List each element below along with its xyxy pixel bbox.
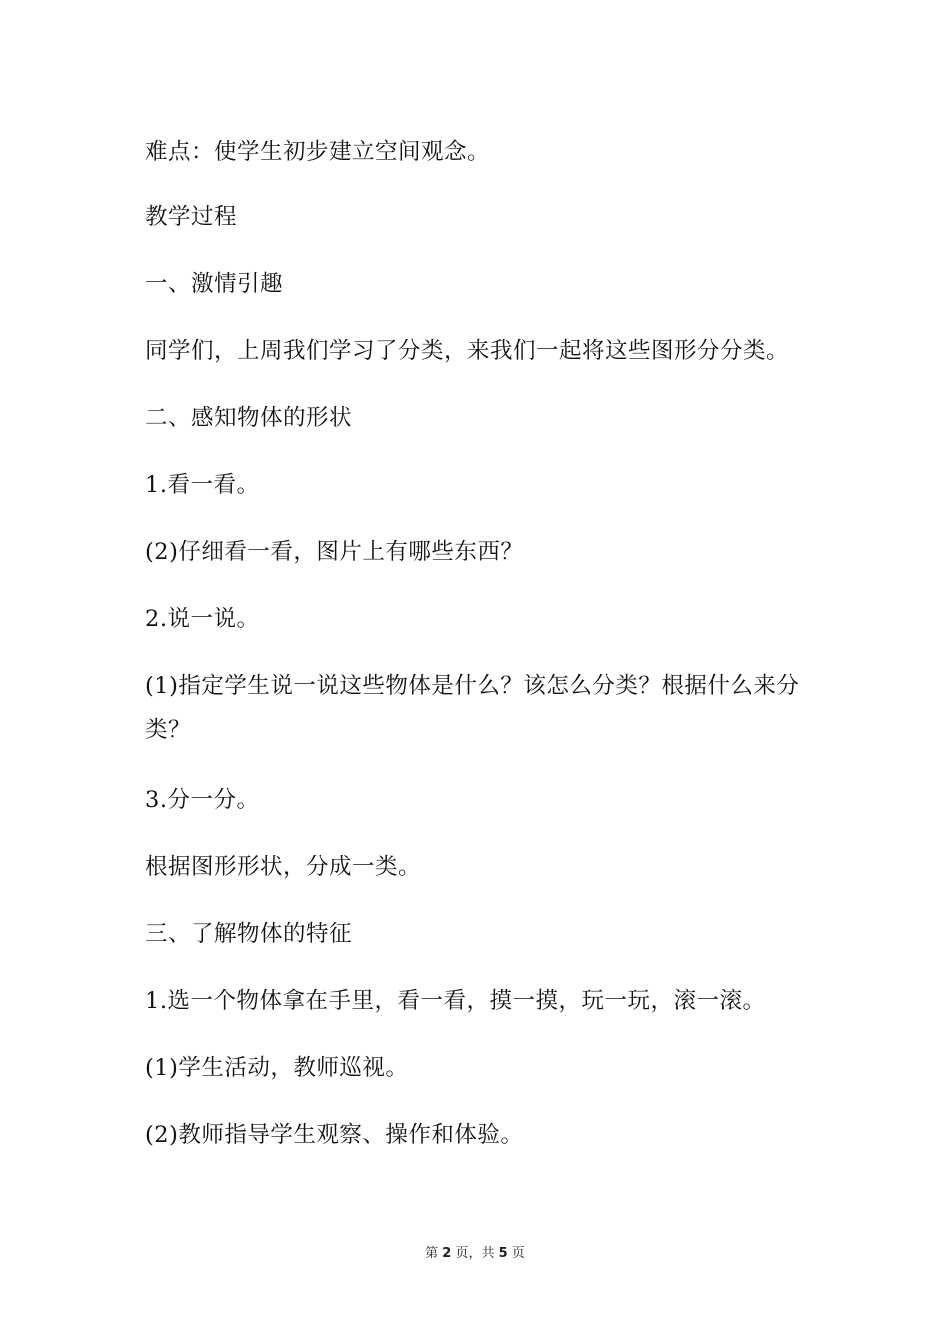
heading-section-one: 一、激情引趣 bbox=[145, 271, 284, 297]
footer-current-page: 2 bbox=[442, 1246, 452, 1261]
paragraph-teaching-process: 教学过程 bbox=[145, 204, 238, 230]
paragraph-intro: 同学们，上周我们学习了分类，来我们一起将这些图形分分类。 bbox=[145, 338, 790, 364]
paragraph-student-activity: (1)学生活动，教师巡视。 bbox=[145, 1055, 409, 1081]
paragraph-difficulty: 难点：使学生初步建立空间观念。 bbox=[145, 139, 491, 165]
paragraph-say: 2.说一说。 bbox=[145, 606, 260, 632]
paragraph-divide: 3.分一分。 bbox=[145, 787, 260, 813]
paragraph-teacher-guide: (2)教师指导学生观察、操作和体验。 bbox=[145, 1122, 524, 1148]
page-footer bbox=[0, 1244, 950, 1264]
footer-middle: 页，共 bbox=[455, 1246, 495, 1261]
heading-section-three: 三、了解物体的特征 bbox=[145, 921, 353, 947]
footer-total-pages: 5 bbox=[498, 1246, 508, 1261]
footer-prefix: 第 bbox=[425, 1246, 439, 1261]
paragraph-divide-detail: 根据图形形状，分成一类。 bbox=[145, 854, 422, 880]
paragraph-look-detail: (2)仔细看一看，图片上有哪些东西？ bbox=[145, 539, 524, 565]
paragraph-choose-object: 1.选一个物体拿在手里，看一看，摸一摸，玩一玩，滚一滚。 bbox=[145, 988, 766, 1014]
heading-section-two: 二、感知物体的形状 bbox=[145, 405, 353, 431]
paragraph-say-detail: (1)指定学生说一说这些物体是什么？该怎么分类？根据什么来分类？ bbox=[145, 673, 800, 743]
footer-suffix: 页 bbox=[511, 1246, 525, 1261]
paragraph-look: 1.看一看。 bbox=[145, 472, 260, 498]
